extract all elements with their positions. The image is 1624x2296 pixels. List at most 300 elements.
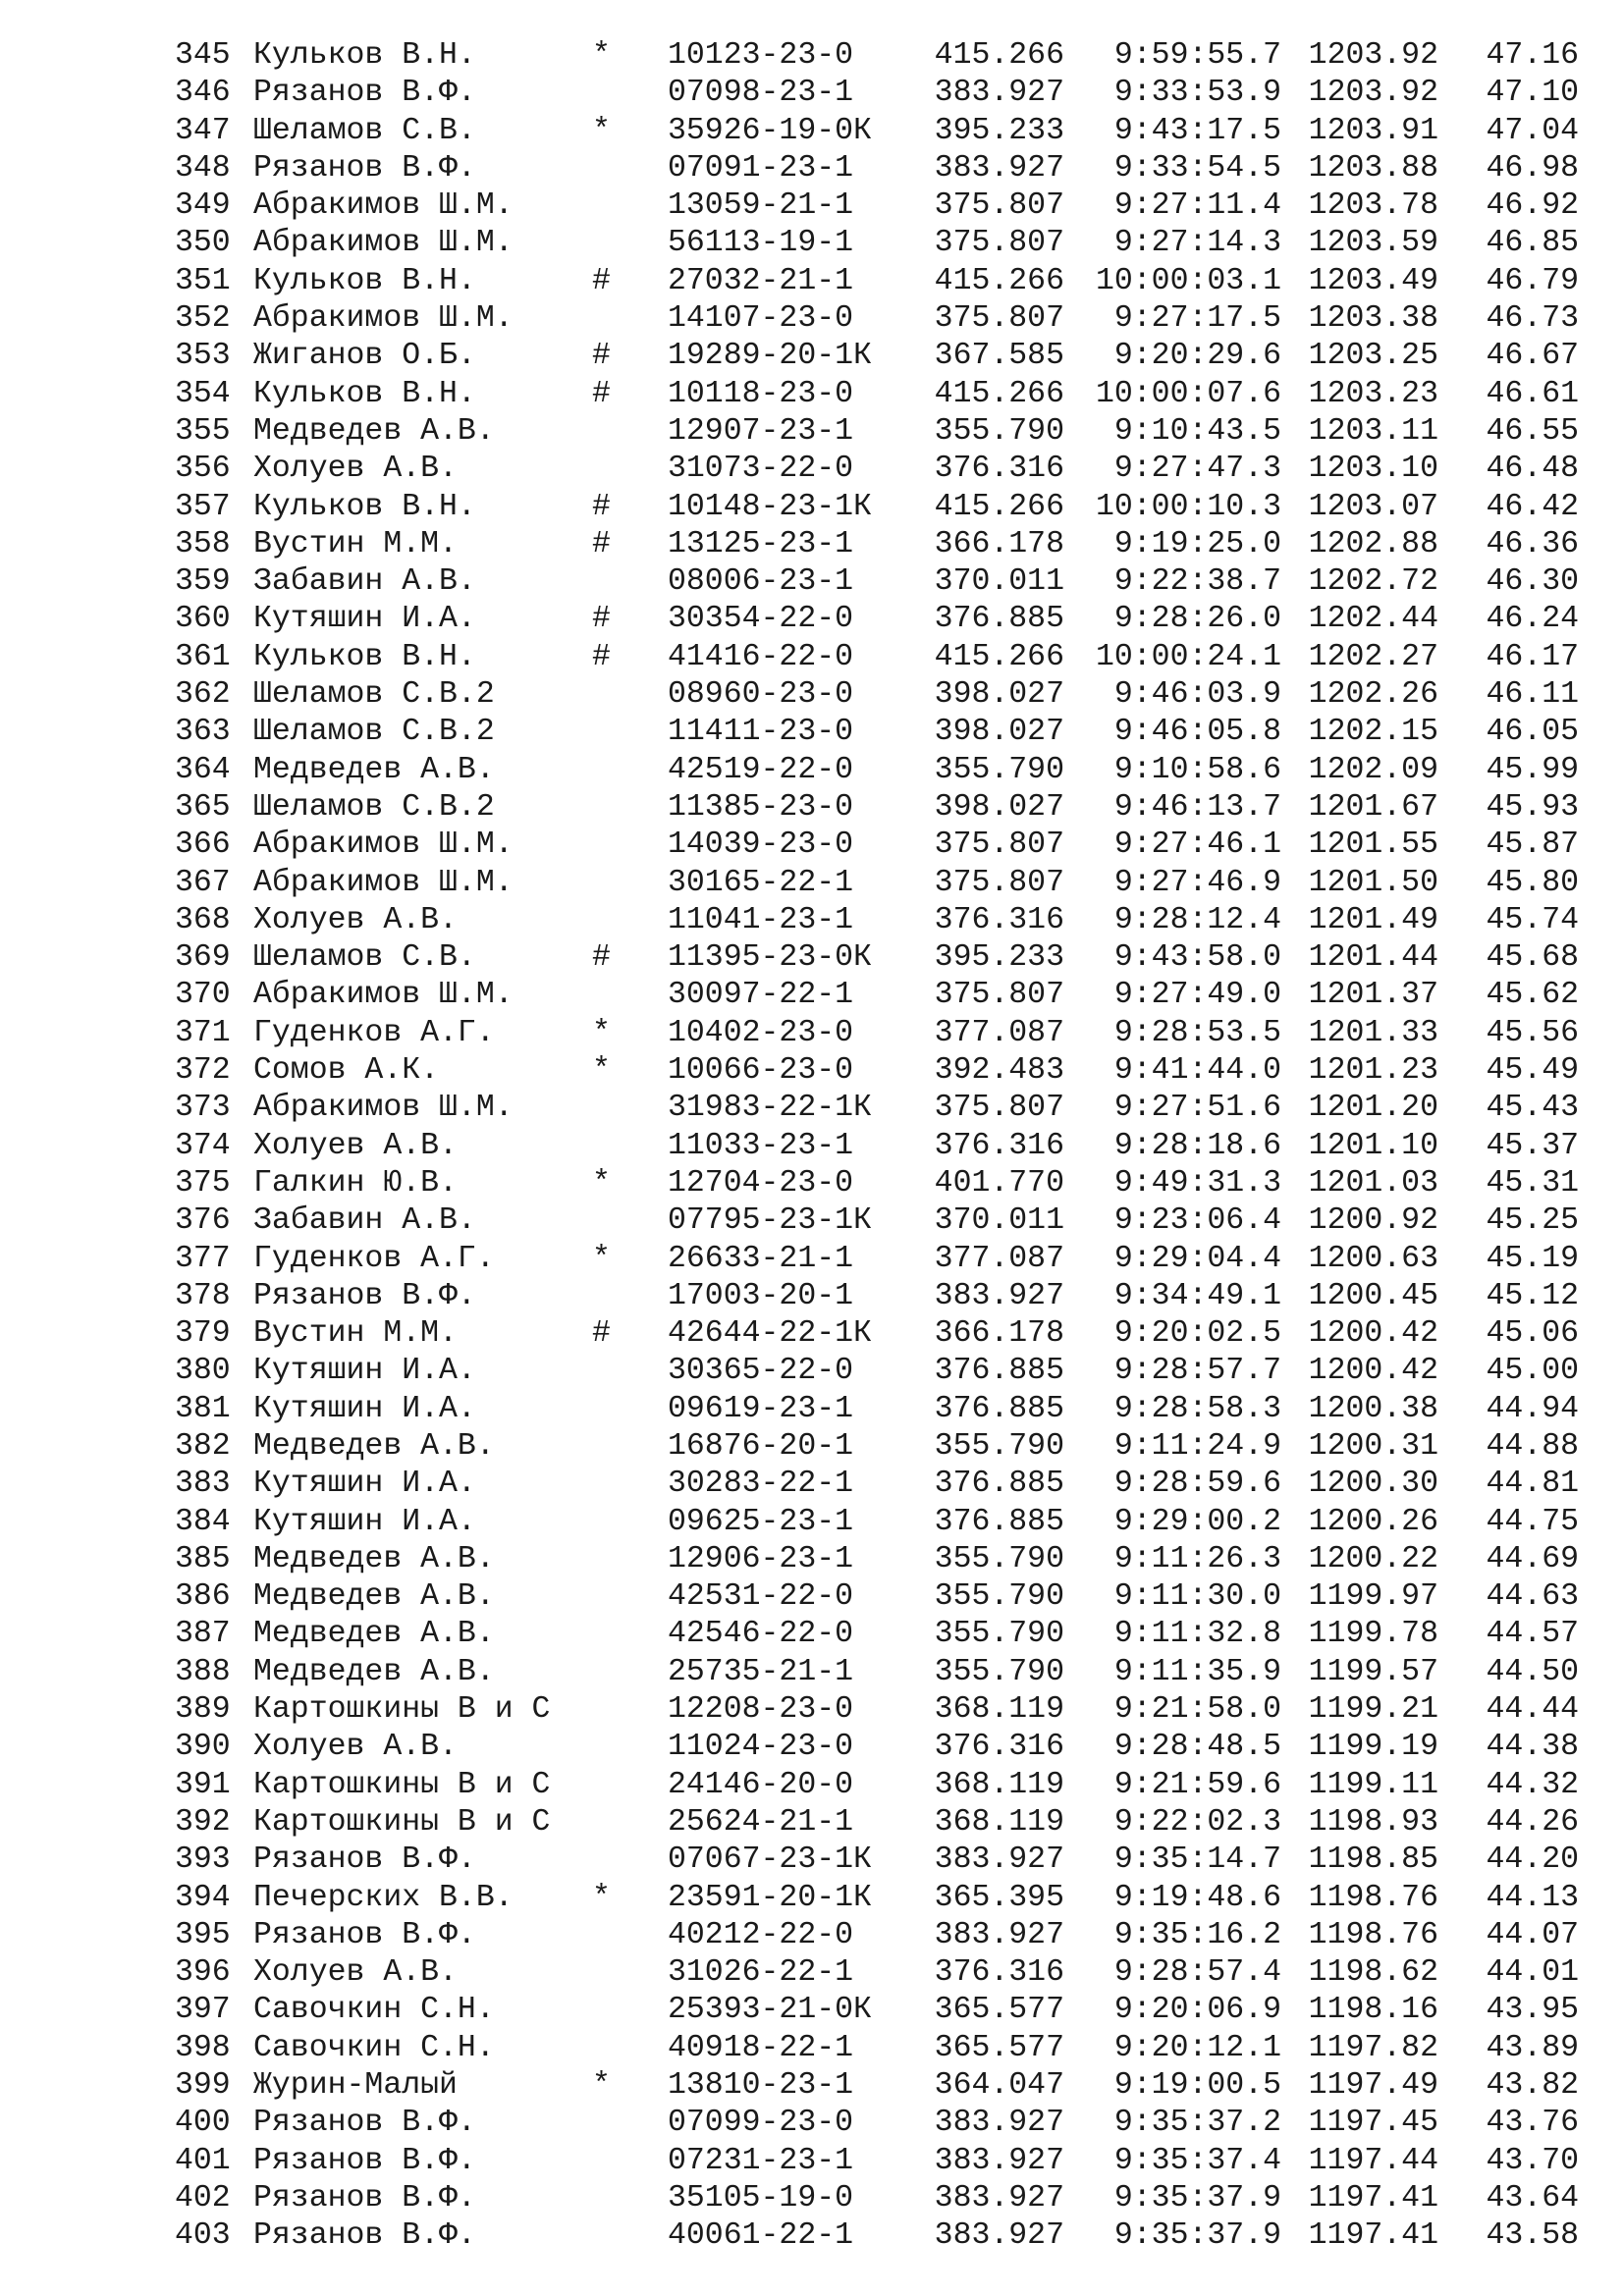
ring-number-cell: 42644-22-1К [668,1316,872,1352]
table-row [0,902,1624,939]
ring-number-cell: 11395-23-0К [668,940,872,976]
distance-cell: 383.927 [934,2180,1064,2216]
fancier-name-cell: Абракимов Ш.М. [253,978,514,1013]
points-cell: 45.31 [1486,1165,1579,1201]
fancier-name-cell: Абракимов Ш.М. [253,828,514,863]
points-cell: 45.87 [1486,828,1579,863]
place-cell: 348 [175,150,231,186]
table-row [0,1090,1624,1127]
ring-number-cell: 09619-23-1 [668,1391,854,1426]
place-cell: 347 [175,113,231,148]
points-cell: 46.05 [1486,715,1579,750]
mark-cell: # [592,376,611,411]
speed-cell: 1201.33 [1308,1015,1438,1050]
distance-cell: 376.885 [934,1504,1064,1539]
fancier-name-cell: Кутяшин И.А. [253,1504,476,1539]
distance-cell: 383.927 [934,150,1064,186]
place-cell: 357 [175,489,231,524]
ring-number-cell: 14107-23-0 [668,301,854,337]
place-cell: 384 [175,1504,231,1539]
place-cell: 355 [175,413,231,449]
distance-cell: 375.807 [934,828,1064,863]
speed-cell: 1197.41 [1308,2180,1438,2216]
points-cell: 45.00 [1486,1354,1579,1389]
mark-cell: # [592,339,611,374]
distance-cell: 365.577 [934,1993,1064,2028]
speed-cell: 1203.25 [1308,339,1438,374]
flight-time-cell: 10:00:10.3 [1095,489,1281,524]
ring-number-cell: 16876-20-1 [668,1428,854,1464]
flight-time-cell: 10:00:07.6 [1095,376,1281,411]
distance-cell: 376.316 [934,1730,1064,1765]
points-cell: 44.26 [1486,1804,1579,1840]
flight-time-cell: 9:27:46.9 [1113,865,1281,900]
speed-cell: 1200.42 [1308,1316,1438,1352]
place-cell: 398 [175,2030,231,2065]
ring-number-cell: 30365-22-0 [668,1354,854,1389]
distance-cell: 366.178 [934,526,1064,561]
points-cell: 45.62 [1486,978,1579,1013]
distance-cell: 365.577 [934,2030,1064,2065]
place-cell: 350 [175,226,231,261]
fancier-name-cell: Картошкины В и С [253,1767,551,1802]
flight-time-cell: 9:28:12.4 [1113,902,1281,937]
flight-time-cell: 9:28:59.6 [1113,1467,1281,1502]
flight-time-cell: 10:00:03.1 [1095,263,1281,298]
points-cell: 46.98 [1486,150,1579,186]
distance-cell: 398.027 [934,677,1064,713]
points-cell: 47.04 [1486,113,1579,148]
flight-time-cell: 9:28:26.0 [1113,602,1281,637]
flight-time-cell: 9:34:49.1 [1113,1278,1281,1313]
points-cell: 44.81 [1486,1467,1579,1502]
points-cell: 45.25 [1486,1203,1579,1239]
table-row [0,827,1624,864]
distance-cell: 365.395 [934,1880,1064,1915]
speed-cell: 1201.20 [1308,1091,1438,1126]
distance-cell: 383.927 [934,1917,1064,1952]
place-cell: 370 [175,978,231,1013]
ring-number-cell: 17003-20-1 [668,1278,854,1313]
points-cell: 44.69 [1486,1541,1579,1576]
speed-cell: 1202.15 [1308,715,1438,750]
ring-number-cell: 35926-19-0К [668,113,872,148]
speed-cell: 1200.38 [1308,1391,1438,1426]
flight-time-cell: 9:29:04.4 [1113,1241,1281,1276]
fancier-name-cell: Печерских В.В. [253,1880,514,1915]
flight-time-cell: 9:22:02.3 [1113,1804,1281,1840]
fancier-name-cell: Кутяшин И.А. [253,602,476,637]
mark-cell: # [592,1316,611,1352]
place-cell: 395 [175,1917,231,1952]
speed-cell: 1197.45 [1308,2106,1438,2141]
table-row [0,225,1624,262]
ring-number-cell: 11033-23-1 [668,1128,854,1163]
mark-cell: # [592,940,611,976]
fancier-name-cell: Журин-Малый [253,2068,458,2104]
fancier-name-cell: Шеламов С.В. [253,113,476,148]
place-cell: 346 [175,76,231,111]
table-row [0,865,1624,902]
ring-number-cell: 12704-23-0 [668,1165,854,1201]
points-cell: 44.88 [1486,1428,1579,1464]
distance-cell: 398.027 [934,715,1064,750]
speed-cell: 1200.26 [1308,1504,1438,1539]
fancier-name-cell: Рязанов В.Ф. [253,1842,476,1878]
points-cell: 46.85 [1486,226,1579,261]
points-cell: 46.61 [1486,376,1579,411]
speed-cell: 1198.76 [1308,1880,1438,1915]
table-row [0,2180,1624,2217]
speed-cell: 1202.44 [1308,602,1438,637]
speed-cell: 1202.27 [1308,639,1438,674]
distance-cell: 395.233 [934,113,1064,148]
place-cell: 401 [175,2143,231,2178]
mark-cell: # [592,602,611,637]
fancier-name-cell: Кульков В.Н. [253,263,476,298]
fancier-name-cell: Савочкин С.Н. [253,1993,495,2028]
speed-cell: 1200.42 [1308,1354,1438,1389]
flight-time-cell: 9:59:55.7 [1113,38,1281,73]
distance-cell: 368.119 [934,1692,1064,1728]
ring-number-cell: 07067-23-1К [668,1842,872,1878]
place-cell: 351 [175,263,231,298]
ring-number-cell: 07091-23-1 [668,150,854,186]
ring-number-cell: 07231-23-1 [668,2143,854,2178]
fancier-name-cell: Вустин М.М. [253,1316,458,1352]
table-row [0,1917,1624,1954]
speed-cell: 1203.78 [1308,188,1438,224]
fancier-name-cell: Медведев А.В. [253,1579,495,1615]
distance-cell: 383.927 [934,2143,1064,2178]
ring-number-cell: 30283-22-1 [668,1467,854,1502]
speed-cell: 1203.11 [1308,413,1438,449]
ring-number-cell: 10148-23-1К [668,489,872,524]
speed-cell: 1200.22 [1308,1541,1438,1576]
points-cell: 45.12 [1486,1278,1579,1313]
points-cell: 46.42 [1486,489,1579,524]
flight-time-cell: 9:33:53.9 [1113,76,1281,111]
table-row [0,1391,1624,1428]
points-cell: 45.74 [1486,902,1579,937]
points-cell: 46.92 [1486,188,1579,224]
ring-number-cell: 40918-22-1 [668,2030,854,2065]
flight-time-cell: 9:28:57.4 [1113,1955,1281,1991]
points-cell: 46.11 [1486,677,1579,713]
fancier-name-cell: Гуденков А.Г. [253,1241,495,1276]
distance-cell: 376.885 [934,1467,1064,1502]
place-cell: 373 [175,1091,231,1126]
ring-number-cell: 07099-23-0 [668,2106,854,2141]
distance-cell: 368.119 [934,1767,1064,1802]
speed-cell: 1201.44 [1308,940,1438,976]
table-row [0,75,1624,112]
flight-time-cell: 10:00:24.1 [1095,639,1281,674]
table-row [0,1428,1624,1466]
points-cell: 44.01 [1486,1955,1579,1991]
flight-time-cell: 9:21:59.6 [1113,1767,1281,1802]
flight-time-cell: 9:46:03.9 [1113,677,1281,713]
distance-cell: 395.233 [934,940,1064,976]
ring-number-cell: 11024-23-0 [668,1730,854,1765]
flight-time-cell: 9:20:12.1 [1113,2030,1281,2065]
distance-cell: 370.011 [934,1203,1064,1239]
speed-cell: 1201.50 [1308,865,1438,900]
ring-number-cell: 30097-22-1 [668,978,854,1013]
speed-cell: 1200.30 [1308,1467,1438,1502]
place-cell: 359 [175,564,231,600]
fancier-name-cell: Абракимов Ш.М. [253,1091,514,1126]
distance-cell: 355.790 [934,1541,1064,1576]
table-row [0,1278,1624,1315]
ring-number-cell: 23591-20-1К [668,1880,872,1915]
flight-time-cell: 9:28:53.5 [1113,1015,1281,1050]
flight-time-cell: 9:41:44.0 [1113,1053,1281,1089]
fancier-name-cell: Кульков В.Н. [253,489,476,524]
distance-cell: 376.316 [934,1955,1064,1991]
ring-number-cell: 31983-22-1К [668,1091,872,1126]
place-cell: 387 [175,1617,231,1652]
place-cell: 374 [175,1128,231,1163]
fancier-name-cell: Забавин А.В. [253,564,476,600]
flight-time-cell: 9:43:17.5 [1113,113,1281,148]
place-cell: 378 [175,1278,231,1313]
fancier-name-cell: Рязанов В.Ф. [253,2218,476,2254]
distance-cell: 392.483 [934,1053,1064,1089]
points-cell: 46.73 [1486,301,1579,337]
table-row [0,1504,1624,1541]
place-cell: 353 [175,339,231,374]
mark-cell: # [592,639,611,674]
table-row [0,1954,1624,1992]
flight-time-cell: 9:27:47.3 [1113,452,1281,487]
points-cell: 44.57 [1486,1617,1579,1652]
ring-number-cell: 35105-19-0 [668,2180,854,2216]
fancier-name-cell: Галкин Ю.В. [253,1165,458,1201]
ring-number-cell: 11411-23-0 [668,715,854,750]
distance-cell: 376.316 [934,452,1064,487]
ring-number-cell: 25393-21-0К [668,1993,872,2028]
flight-time-cell: 9:35:14.7 [1113,1842,1281,1878]
points-cell: 47.16 [1486,38,1579,73]
distance-cell: 355.790 [934,1654,1064,1689]
place-cell: 392 [175,1804,231,1840]
ring-number-cell: 40061-22-1 [668,2218,854,2254]
place-cell: 403 [175,2218,231,2254]
speed-cell: 1198.93 [1308,1804,1438,1840]
ring-number-cell: 26633-21-1 [668,1241,854,1276]
speed-cell: 1201.37 [1308,978,1438,1013]
distance-cell: 383.927 [934,1842,1064,1878]
speed-cell: 1203.07 [1308,489,1438,524]
fancier-name-cell: Медведев А.В. [253,1654,495,1689]
table-row [0,1241,1624,1278]
table-row [0,1578,1624,1616]
table-row [0,526,1624,563]
speed-cell: 1197.49 [1308,2068,1438,2104]
ring-number-cell: 10066-23-0 [668,1053,854,1089]
distance-cell: 376.316 [934,902,1064,937]
ring-number-cell: 25624-21-1 [668,1804,854,1840]
fancier-name-cell: Холуев А.В. [253,1128,458,1163]
flight-time-cell: 9:19:48.6 [1113,1880,1281,1915]
flight-time-cell: 9:11:26.3 [1113,1541,1281,1576]
flight-time-cell: 9:27:49.0 [1113,978,1281,1013]
flight-time-cell: 9:20:02.5 [1113,1316,1281,1352]
ring-number-cell: 30165-22-1 [668,865,854,900]
ring-number-cell: 42519-22-0 [668,752,854,787]
speed-cell: 1202.72 [1308,564,1438,600]
ring-number-cell: 13125-23-1 [668,526,854,561]
points-cell: 44.20 [1486,1842,1579,1878]
table-row [0,1729,1624,1766]
table-row [0,338,1624,375]
table-row [0,1353,1624,1390]
distance-cell: 401.770 [934,1165,1064,1201]
fancier-name-cell: Абракимов Ш.М. [253,301,514,337]
speed-cell: 1198.85 [1308,1842,1438,1878]
points-cell: 44.38 [1486,1730,1579,1765]
table-row [0,977,1624,1014]
place-cell: 390 [175,1730,231,1765]
speed-cell: 1199.21 [1308,1692,1438,1728]
flight-time-cell: 9:33:54.5 [1113,150,1281,186]
points-cell: 43.76 [1486,2106,1579,2141]
distance-cell: 375.807 [934,226,1064,261]
fancier-name-cell: Холуев А.В. [253,452,458,487]
speed-cell: 1202.26 [1308,677,1438,713]
ring-number-cell: 07098-23-1 [668,76,854,111]
results-table [0,37,1624,2256]
ring-number-cell: 40212-22-0 [668,1917,854,1952]
distance-cell: 355.790 [934,1428,1064,1464]
ring-number-cell: 12208-23-0 [668,1692,854,1728]
place-cell: 354 [175,376,231,411]
points-cell: 46.67 [1486,339,1579,374]
distance-cell: 415.266 [934,376,1064,411]
mark-cell: * [592,1880,611,1915]
place-cell: 382 [175,1428,231,1464]
ring-number-cell: 07795-23-1К [668,1203,872,1239]
flight-time-cell: 9:11:30.0 [1113,1579,1281,1615]
table-row [0,1992,1624,2029]
table-row [0,489,1624,526]
fancier-name-cell: Шеламов С.В.2 [253,789,495,825]
table-row [0,1015,1624,1052]
points-cell: 45.99 [1486,752,1579,787]
place-cell: 393 [175,1842,231,1878]
mark-cell: * [592,1053,611,1089]
table-row [0,1315,1624,1353]
place-cell: 365 [175,789,231,825]
table-row [0,2217,1624,2255]
fancier-name-cell: Шеламов С.В. [253,940,476,976]
place-cell: 400 [175,2106,231,2141]
points-cell: 46.36 [1486,526,1579,561]
table-row [0,2030,1624,2067]
ring-number-cell: 56113-19-1 [668,226,854,261]
speed-cell: 1198.62 [1308,1955,1438,1991]
flight-time-cell: 9:35:37.9 [1113,2218,1281,2254]
speed-cell: 1198.76 [1308,1917,1438,1952]
distance-cell: 377.087 [934,1241,1064,1276]
speed-cell: 1197.82 [1308,2030,1438,2065]
speed-cell: 1201.67 [1308,789,1438,825]
distance-cell: 377.087 [934,1015,1064,1050]
speed-cell: 1203.38 [1308,301,1438,337]
speed-cell: 1203.59 [1308,226,1438,261]
speed-cell: 1199.78 [1308,1617,1438,1652]
table-row [0,300,1624,338]
points-cell: 46.17 [1486,639,1579,674]
distance-cell: 383.927 [934,2218,1064,2254]
points-cell: 43.82 [1486,2068,1579,2104]
flight-time-cell: 9:27:51.6 [1113,1091,1281,1126]
speed-cell: 1203.92 [1308,76,1438,111]
mark-cell: * [592,38,611,73]
fancier-name-cell: Шеламов С.В.2 [253,677,495,713]
speed-cell: 1203.92 [1308,38,1438,73]
flight-time-cell: 9:20:06.9 [1113,1993,1281,2028]
ring-number-cell: 13059-21-1 [668,188,854,224]
distance-cell: 375.807 [934,188,1064,224]
flight-time-cell: 9:11:35.9 [1113,1654,1281,1689]
distance-cell: 398.027 [934,789,1064,825]
table-row [0,1767,1624,1804]
flight-time-cell: 9:10:43.5 [1113,413,1281,449]
flight-time-cell: 9:28:58.3 [1113,1391,1281,1426]
points-cell: 45.56 [1486,1015,1579,1050]
speed-cell: 1201.23 [1308,1053,1438,1089]
speed-cell: 1203.91 [1308,113,1438,148]
place-cell: 362 [175,677,231,713]
place-cell: 379 [175,1316,231,1352]
flight-time-cell: 9:10:58.6 [1113,752,1281,787]
fancier-name-cell: Кульков В.Н. [253,376,476,411]
flight-time-cell: 9:20:29.6 [1113,339,1281,374]
table-row [0,601,1624,638]
distance-cell: 383.927 [934,76,1064,111]
place-cell: 358 [175,526,231,561]
fancier-name-cell: Рязанов В.Ф. [253,2143,476,2178]
distance-cell: 415.266 [934,38,1064,73]
table-row [0,1654,1624,1691]
points-cell: 44.32 [1486,1767,1579,1802]
fancier-name-cell: Кульков В.Н. [253,639,476,674]
place-cell: 394 [175,1880,231,1915]
speed-cell: 1201.55 [1308,828,1438,863]
place-cell: 360 [175,602,231,637]
points-cell: 45.06 [1486,1316,1579,1352]
ring-number-cell: 25735-21-1 [668,1654,854,1689]
speed-cell: 1197.41 [1308,2218,1438,2254]
fancier-name-cell: Картошкины В и С [253,1804,551,1840]
distance-cell: 376.885 [934,1354,1064,1389]
distance-cell: 355.790 [934,413,1064,449]
table-row [0,752,1624,789]
speed-cell: 1200.45 [1308,1278,1438,1313]
distance-cell: 376.885 [934,1391,1064,1426]
fancier-name-cell: Забавин А.В. [253,1203,476,1239]
fancier-name-cell: Рязанов В.Ф. [253,1278,476,1313]
distance-cell: 375.807 [934,865,1064,900]
speed-cell: 1200.63 [1308,1241,1438,1276]
place-cell: 389 [175,1692,231,1728]
table-row [0,1052,1624,1090]
distance-cell: 367.585 [934,339,1064,374]
points-cell: 45.19 [1486,1241,1579,1276]
distance-cell: 376.885 [934,602,1064,637]
